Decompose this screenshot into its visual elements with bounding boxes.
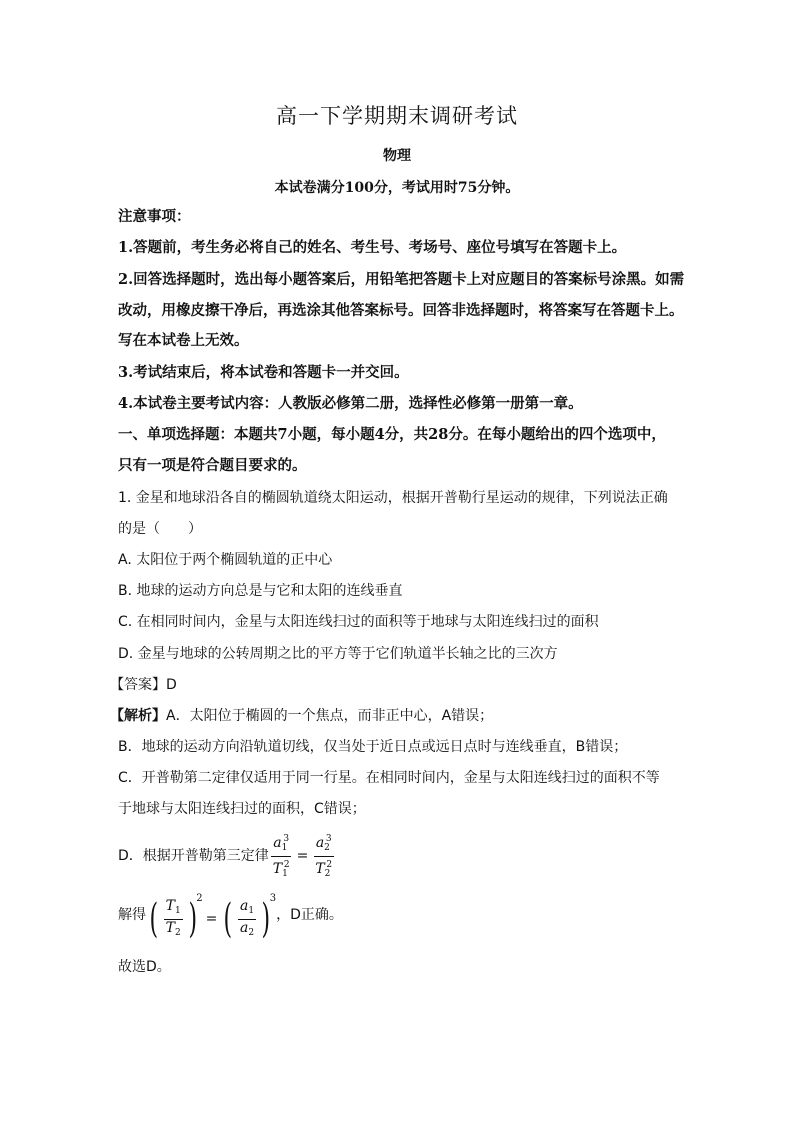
- answer-line: 【答案】D: [110, 677, 177, 693]
- analysis-c-line-2: 于地球与太阳连线扫过的面积，C错误；: [118, 801, 366, 817]
- note-item-2-line-1: 2.回答选择题时，选出每小题答案后，用铅笔把答题卡上对应题目的答案标号涂黑。如需: [118, 271, 685, 288]
- note-item-1: 1.答题前，考生务必将自己的姓名、考生号、考场号、座位号填写在答题卡上。: [118, 239, 627, 256]
- subject-label: 物理: [383, 148, 411, 164]
- analysis-a-line: [110, 706, 493, 726]
- note-item-3: 3.考试结束后，将本试卷和答题卡一并交回。: [118, 364, 409, 381]
- analysis-d-line: [118, 834, 336, 878]
- option-a: A. 太阳位于两个椭圆轨道的正中心: [118, 552, 333, 568]
- note-item-2-line-2: 改动，用橡皮擦干净后，再选涂其他答案标号。回答非选择题时，将答案写在答题卡上。: [118, 302, 684, 319]
- section-heading-line-1: 一、单项选择题：本题共7小题，每小题4分，共28分。在每小题给出的四个选项中，: [118, 426, 666, 443]
- conclusion-line: 故选D。: [118, 959, 171, 975]
- analysis-c-line-1: C．开普勒第二定律仅适用于同一行星。在相同时间内，金星与太阳连线扫过的面积不等: [118, 770, 660, 786]
- exam-info: 本试卷满分100分，考试用时75分钟。: [274, 180, 520, 196]
- option-d: D. 金星与地球的公转周期之比的平方等于它们轨道半长轴之比的三次方: [118, 646, 558, 662]
- question-stem-line-2: 的是（ ）: [118, 521, 202, 537]
- solve-suffix: ，D正确。: [276, 907, 343, 923]
- solve-prefix: 解得: [118, 907, 146, 923]
- option-b: B. 地球的运动方向总是与它和太阳的连线垂直: [118, 583, 403, 599]
- analysis-a-text: A．太阳位于椭圆的一个焦点，而非正中心，A错误；: [166, 708, 494, 724]
- note-item-4: 4.本试卷主要考试内容：人教版必修第二册，选择性必修第一册第一章。: [118, 395, 583, 412]
- analysis-label: 【解析】: [110, 708, 166, 724]
- analysis-b-line: B．地球的运动方向沿轨道切线，仅当处于近日点或远日点时与连线垂直，B错误；: [118, 739, 628, 755]
- period-ratio-formula: ( $\frac{T_1}{T_2}$ )$^2$= ( $\frac{a_1}{a_2}$ )$^3$: [149, 893, 277, 943]
- solve-line: [118, 890, 343, 943]
- notes-heading: 注意事项：: [118, 208, 191, 225]
- section-heading-line-2: 只有一项是符合题目要求的。: [118, 457, 307, 474]
- note-item-2-line-3: 写在本试卷上无效。: [118, 332, 249, 349]
- kepler-third-law-formula: $\frac{a_1^3}{T_1^2}$ = $\frac{a_2^3}{T_2^2}$: [269, 831, 336, 882]
- question-stem-line-1: 1. 金星和地球沿各自的椭圆轨道绕太阳运动，根据开普勒行星运动的规律，下列说法正确: [118, 490, 668, 506]
- option-c: C. 在相同时间内，金星与太阳连线扫过的面积等于地球与太阳连线扫过的面积: [118, 614, 599, 630]
- analysis-d-prefix: D．根据开普勒第三定律: [118, 848, 269, 864]
- exam-title: 高一下学期期末调研考试: [276, 104, 518, 128]
